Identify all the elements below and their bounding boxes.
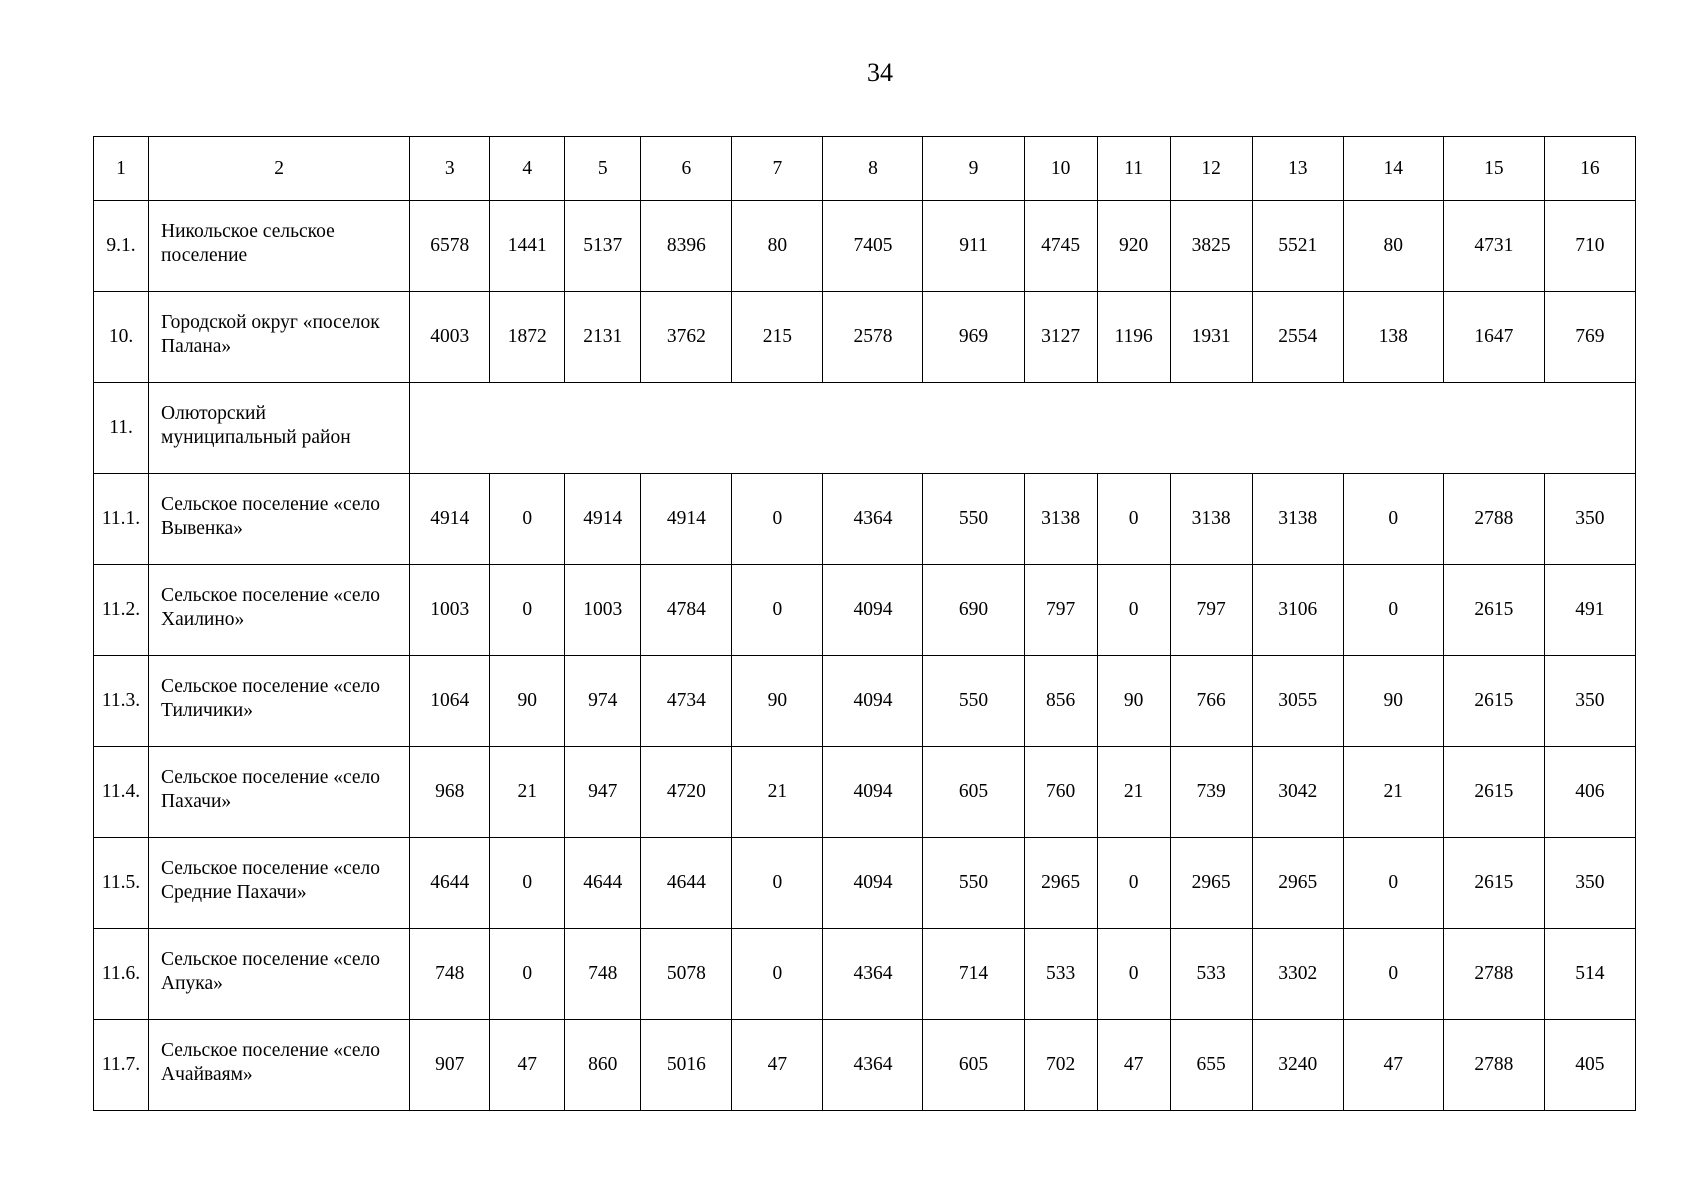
value-cell: 4094 (823, 747, 923, 838)
value-cell: 4731 (1443, 201, 1544, 292)
value-cell: 4364 (823, 1020, 923, 1111)
table-body (94, 137, 1636, 1111)
empty-merged-cell (410, 383, 1636, 474)
settlement-name-cell: Сельское поселение «село Хаилино» (149, 565, 410, 656)
value-cell: 907 (410, 1020, 490, 1111)
settlement-name-cell: Сельское поселение «село Средние Пахачи» (149, 838, 410, 929)
value-cell: 7405 (823, 201, 923, 292)
settlement-name-cell: Никольское сельское поселение (149, 201, 410, 292)
value-cell: 2578 (823, 292, 923, 383)
value-cell: 514 (1544, 929, 1635, 1020)
value-cell: 4094 (823, 565, 923, 656)
value-cell: 90 (1343, 656, 1443, 747)
table-row (94, 474, 1636, 565)
value-cell: 2615 (1443, 565, 1544, 656)
table-row (94, 838, 1636, 929)
value-cell: 714 (923, 929, 1024, 1020)
row-number-cell: 10. (94, 292, 149, 383)
value-cell: 21 (490, 747, 565, 838)
value-cell: 797 (1024, 565, 1097, 656)
settlement-name-cell: Сельское поселение «село Апука» (149, 929, 410, 1020)
header-cell: 15 (1443, 137, 1544, 201)
header-cell: 5 (565, 137, 641, 201)
value-cell: 969 (923, 292, 1024, 383)
value-cell: 550 (923, 838, 1024, 929)
value-cell: 860 (565, 1020, 641, 1111)
value-cell: 0 (1097, 929, 1170, 1020)
header-cell: 3 (410, 137, 490, 201)
value-cell: 533 (1024, 929, 1097, 1020)
value-cell: 90 (1097, 656, 1170, 747)
value-cell: 2615 (1443, 747, 1544, 838)
header-cell: 6 (641, 137, 732, 201)
header-cell: 11 (1097, 137, 1170, 201)
value-cell: 0 (732, 929, 823, 1020)
value-cell: 215 (732, 292, 823, 383)
table-row (94, 292, 1636, 383)
value-cell: 0 (1343, 929, 1443, 1020)
value-cell: 0 (490, 929, 565, 1020)
value-cell: 47 (1097, 1020, 1170, 1111)
value-cell: 2788 (1443, 1020, 1544, 1111)
value-cell: 3138 (1170, 474, 1252, 565)
value-cell: 90 (490, 656, 565, 747)
value-cell: 1872 (490, 292, 565, 383)
value-cell: 1003 (565, 565, 641, 656)
value-cell: 47 (1343, 1020, 1443, 1111)
value-cell: 690 (923, 565, 1024, 656)
table-row (94, 747, 1636, 838)
value-cell: 3762 (641, 292, 732, 383)
value-cell: 2965 (1252, 838, 1343, 929)
value-cell: 0 (1097, 838, 1170, 929)
table-row (94, 201, 1636, 292)
value-cell: 2965 (1170, 838, 1252, 929)
value-cell: 350 (1544, 838, 1635, 929)
value-cell: 550 (923, 474, 1024, 565)
settlement-name-cell: Олюторский муниципальный район (149, 383, 410, 474)
value-cell: 550 (923, 656, 1024, 747)
settlement-name-cell: Городской округ «поселок Палана» (149, 292, 410, 383)
row-number-cell: 11.5. (94, 838, 149, 929)
row-number-cell: 11.3. (94, 656, 149, 747)
row-number-cell: 11.1. (94, 474, 149, 565)
value-cell: 760 (1024, 747, 1097, 838)
value-cell: 3127 (1024, 292, 1097, 383)
row-number-cell: 9.1. (94, 201, 149, 292)
value-cell: 3106 (1252, 565, 1343, 656)
value-cell: 655 (1170, 1020, 1252, 1111)
value-cell: 138 (1343, 292, 1443, 383)
value-cell: 0 (732, 838, 823, 929)
value-cell: 2615 (1443, 656, 1544, 747)
header-cell: 8 (823, 137, 923, 201)
value-cell: 0 (490, 838, 565, 929)
header-cell: 1 (94, 137, 149, 201)
value-cell: 3138 (1024, 474, 1097, 565)
value-cell: 769 (1544, 292, 1635, 383)
value-cell: 533 (1170, 929, 1252, 1020)
header-row (94, 137, 1636, 201)
header-cell: 9 (923, 137, 1024, 201)
table-row (94, 1020, 1636, 1111)
value-cell: 4364 (823, 474, 923, 565)
value-cell: 350 (1544, 656, 1635, 747)
value-cell: 3240 (1252, 1020, 1343, 1111)
header-cell: 2 (149, 137, 410, 201)
value-cell: 491 (1544, 565, 1635, 656)
header-cell: 10 (1024, 137, 1097, 201)
value-cell: 2554 (1252, 292, 1343, 383)
value-cell: 0 (1343, 838, 1443, 929)
value-cell: 47 (490, 1020, 565, 1111)
value-cell: 0 (732, 474, 823, 565)
value-cell: 0 (1097, 474, 1170, 565)
value-cell: 4745 (1024, 201, 1097, 292)
value-cell: 406 (1544, 747, 1635, 838)
value-cell: 405 (1544, 1020, 1635, 1111)
value-cell: 4734 (641, 656, 732, 747)
value-cell: 766 (1170, 656, 1252, 747)
value-cell: 90 (732, 656, 823, 747)
table-row (94, 565, 1636, 656)
value-cell: 5016 (641, 1020, 732, 1111)
row-number-cell: 11.2. (94, 565, 149, 656)
value-cell: 47 (732, 1020, 823, 1111)
value-cell: 4003 (410, 292, 490, 383)
value-cell: 4644 (641, 838, 732, 929)
header-cell: 16 (1544, 137, 1635, 201)
value-cell: 856 (1024, 656, 1097, 747)
header-cell: 7 (732, 137, 823, 201)
value-cell: 0 (1343, 565, 1443, 656)
value-cell: 3302 (1252, 929, 1343, 1020)
value-cell: 4644 (410, 838, 490, 929)
value-cell: 1196 (1097, 292, 1170, 383)
value-cell: 4644 (565, 838, 641, 929)
value-cell: 4094 (823, 656, 923, 747)
value-cell: 748 (410, 929, 490, 1020)
value-cell: 3055 (1252, 656, 1343, 747)
value-cell: 2788 (1443, 929, 1544, 1020)
value-cell: 5137 (565, 201, 641, 292)
value-cell: 350 (1544, 474, 1635, 565)
settlement-name-cell: Сельское поселение «село Пахачи» (149, 747, 410, 838)
value-cell: 0 (1097, 565, 1170, 656)
value-cell: 605 (923, 747, 1024, 838)
value-cell: 4094 (823, 838, 923, 929)
value-cell: 1647 (1443, 292, 1544, 383)
header-cell: 12 (1170, 137, 1252, 201)
value-cell: 0 (732, 565, 823, 656)
value-cell: 21 (732, 747, 823, 838)
settlement-name-cell: Сельское поселение «село Ачайваям» (149, 1020, 410, 1111)
row-number-cell: 11. (94, 383, 149, 474)
value-cell: 4914 (410, 474, 490, 565)
value-cell: 947 (565, 747, 641, 838)
value-cell: 3138 (1252, 474, 1343, 565)
value-cell: 710 (1544, 201, 1635, 292)
row-number-cell: 11.7. (94, 1020, 149, 1111)
value-cell: 748 (565, 929, 641, 1020)
value-cell: 605 (923, 1020, 1024, 1111)
value-cell: 4364 (823, 929, 923, 1020)
value-cell: 21 (1343, 747, 1443, 838)
row-number-cell: 11.6. (94, 929, 149, 1020)
value-cell: 968 (410, 747, 490, 838)
page-number: 34 (867, 58, 893, 87)
header-cell: 4 (490, 137, 565, 201)
data-table (93, 136, 1636, 1111)
header-cell: 13 (1252, 137, 1343, 201)
value-cell: 5521 (1252, 201, 1343, 292)
value-cell: 797 (1170, 565, 1252, 656)
value-cell: 80 (732, 201, 823, 292)
value-cell: 2131 (565, 292, 641, 383)
value-cell: 911 (923, 201, 1024, 292)
value-cell: 80 (1343, 201, 1443, 292)
value-cell: 739 (1170, 747, 1252, 838)
value-cell: 0 (1343, 474, 1443, 565)
value-cell: 1931 (1170, 292, 1252, 383)
value-cell: 1064 (410, 656, 490, 747)
value-cell: 974 (565, 656, 641, 747)
settlement-name-cell: Сельское поселение «село Тиличики» (149, 656, 410, 747)
table-row (94, 656, 1636, 747)
value-cell: 920 (1097, 201, 1170, 292)
value-cell: 0 (490, 474, 565, 565)
table-row (94, 383, 1636, 474)
value-cell: 6578 (410, 201, 490, 292)
value-cell: 8396 (641, 201, 732, 292)
value-cell: 2965 (1024, 838, 1097, 929)
value-cell: 1441 (490, 201, 565, 292)
value-cell: 4914 (565, 474, 641, 565)
settlement-name-cell: Сельское поселение «село Вывенка» (149, 474, 410, 565)
value-cell: 1003 (410, 565, 490, 656)
value-cell: 2788 (1443, 474, 1544, 565)
table-row (94, 929, 1636, 1020)
value-cell: 3825 (1170, 201, 1252, 292)
header-cell: 14 (1343, 137, 1443, 201)
row-number-cell: 11.4. (94, 747, 149, 838)
value-cell: 2615 (1443, 838, 1544, 929)
value-cell: 3042 (1252, 747, 1343, 838)
value-cell: 4784 (641, 565, 732, 656)
value-cell: 4720 (641, 747, 732, 838)
value-cell: 4914 (641, 474, 732, 565)
value-cell: 702 (1024, 1020, 1097, 1111)
value-cell: 0 (490, 565, 565, 656)
value-cell: 5078 (641, 929, 732, 1020)
value-cell: 21 (1097, 747, 1170, 838)
